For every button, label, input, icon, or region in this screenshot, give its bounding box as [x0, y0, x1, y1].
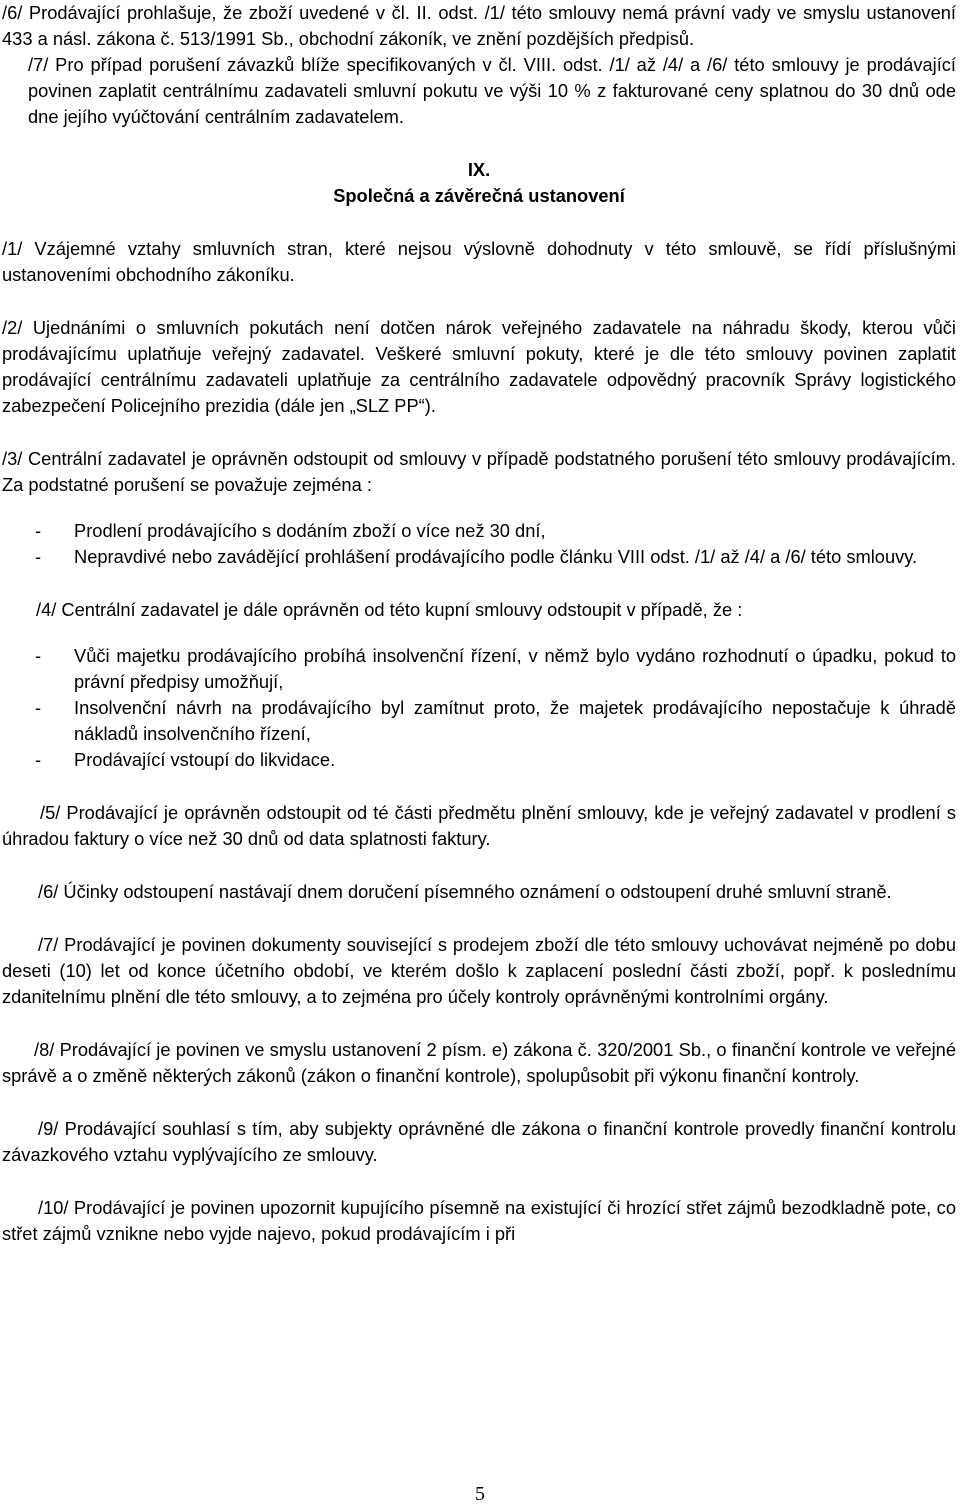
paragraph-2: /2/ Ujednáními o smluvních pokutách není dotčen nárok veřejného zadavatele na náhradu škody, kterou vůči prodávajícímu uplatňuje veřejný zadavatel. Veškeré smluvní pokuty, které je dle této smlouvy povinen zaplatit prodávající centrálnímu zadavateli uplatňuje za centrálního zadavatele odpovědný pracovník Správy logistického zabezpečení Policejního prezidia (dále jen „SLZ PP“).: [2, 317, 956, 416]
page-number: 5: [475, 1483, 485, 1505]
paragraph-4: /4/ Centrální zadavatel je dále oprávněn od této kupní smlouvy odstoupit v případě, že :: [36, 599, 743, 620]
document-page: [2, 0, 956, 1247]
paragraph-3: /3/ Centrální zadavatel je oprávněn odstoupit od smlouvy v případě podstatného porušení této smlouvy prodávajícím. Za podstatné porušení se považuje zejména :: [2, 448, 956, 495]
clause-7-penalty: /7/ Pro případ porušení závazků blíže specifikovaných v čl. VIII. odst. /1/ až /4/ a /6/ této smlouvy je prodávající povinen zaplatit centrálnímu zadavateli smluvní pokutu ve výši 10 % z fakturované ceny splatnou do 30 dnů ode dne jejího vyúčtování centrálním zadavatelem.: [28, 54, 956, 127]
paragraph-4-list: [2, 643, 956, 773]
list-dash: -: [35, 697, 42, 718]
paragraph-1: /1/ Vzájemné vztahy smluvních stran, které nejsou výslovně dohodnuty v této smlouvě, se řídí příslušnými ustanoveními obchodního zákoníku.: [2, 238, 956, 285]
section-number: IX.: [467, 159, 491, 180]
section-heading: [2, 157, 956, 209]
list-item: - Insolvenční návrh na prodávajícího byl zamítnut proto, že majetek prodávajícího nepostačuje k úhradě nákladů insolvenčního řízení,: [35, 697, 956, 744]
section-title: Společná a závěrečná ustanovení: [333, 185, 625, 206]
list-dash: -: [35, 546, 42, 567]
list-dash: -: [35, 645, 42, 666]
clause-6-warranty: /6/ Prodávající prohlašuje, že zboží uvedené v čl. II. odst. /1/ této smlouvy nemá právní vady ve smyslu ustanovení 433 a násl. zákona č. 513/1991 Sb., obchodní zákoník, ve znění pozdějších předpisů.: [2, 2, 956, 49]
list-item: - Prodlení prodávajícího s dodáním zboží o více než 30 dní,: [2, 518, 956, 544]
paragraph-8: /8/ Prodávající je povinen ve smyslu ustanovení 2 písm. e) zákona č. 320/2001 Sb., o finanční kontrole ve veřejné správě a o změně některých zákonů (zákon o finanční kontrole), spolupůsobit při výkonu finanční kontroly.: [2, 1039, 956, 1086]
list-item: - Vůči majetku prodávajícího probíhá insolvenční řízení, v němž bylo vydáno rozhodnutí o úpadku, pokud to právní předpisy umožňují,: [35, 645, 956, 692]
list-item: - Nepravdivé nebo zavádějící prohlášení prodávajícího podle článku VIII odst. /1/ až /4/ a /6/ této smlouvy.: [2, 544, 956, 570]
list-dash: -: [35, 749, 42, 770]
list-dash: -: [35, 520, 42, 541]
list-item: - Prodávající vstoupí do likvidace.: [2, 747, 956, 773]
paragraph-7: /7/ Prodávající je povinen dokumenty související s prodejem zboží dle této smlouvy uchovávat nejméně po dobu deseti (10) let od konce účetního období, ve kterém došlo k zaplacení poslední části zboží, popř. k poslednímu zdanitelnímu plnění dle této smlouvy, a to zejména pro účely kontroly oprávněnými kontrolními orgány.: [2, 934, 956, 1007]
paragraph-3-list: [2, 518, 956, 570]
paragraph-9: /9/ Prodávající souhlasí s tím, aby subjekty oprávněné dle zákona o finanční kontrole provedly finanční kontrolu závazkového vztahu vyplývajícího ze smlouvy.: [2, 1118, 956, 1165]
paragraph-10: /10/ Prodávající je povinen upozornit kupujícího písemně na existující či hrozící střet zájmů bezodkladně pote, co střet zájmů vznikne nebo vyjde najevo, pokud prodávajícím i při: [2, 1197, 956, 1244]
paragraph-6: /6/ Účinky odstoupení nastávají dnem doručení písemného oznámení o odstoupení druhé smluvní straně.: [38, 881, 892, 902]
paragraph-5: /5/ Prodávající je oprávněn odstoupit od té části předmětu plnění smlouvy, kde je veřejný zadavatel v prodlení s úhradou faktury o více než 30 dnů od data splatnosti faktury.: [2, 802, 956, 849]
